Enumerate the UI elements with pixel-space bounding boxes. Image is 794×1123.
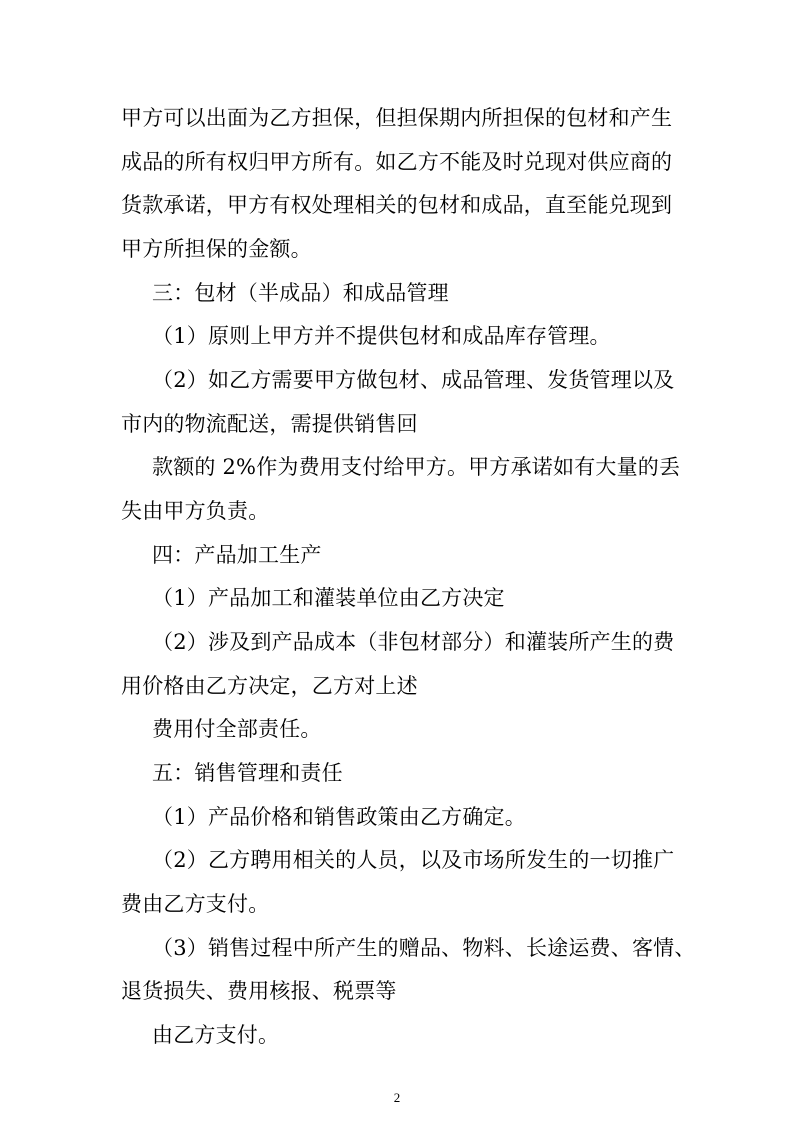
section-heading-3: 三：包材（半成品）和成品管理 xyxy=(152,281,449,305)
paragraph-line: 费由乙方支付。 xyxy=(121,892,270,916)
paragraph-line: 货款承诺，甲方有权处理相关的包材和成品，直至能兑现到 xyxy=(121,193,673,217)
paragraph-line: 款额的 2%作为费用支付给甲方。甲方承诺如有大量的丢 xyxy=(152,455,681,479)
section-heading-4: 四：产品加工生产 xyxy=(152,543,322,567)
paragraph-line: （2）乙方聘用相关的人员，以及市场所发生的一切推广 xyxy=(152,848,675,872)
paragraph-line: 成品的所有权归甲方所有。如乙方不能及时兑现对供应商的 xyxy=(121,150,673,174)
paragraph-line: （1）原则上甲方并不提供包材和成品库存管理。 xyxy=(152,324,611,348)
paragraph-line: 由乙方支付。 xyxy=(152,1023,280,1047)
paragraph-line: （1）产品价格和销售政策由乙方确定。 xyxy=(152,805,526,829)
paragraph-line: （1）产品加工和灌装单位由乙方决定 xyxy=(152,586,505,610)
section-heading-5: 五：销售管理和责任 xyxy=(152,761,343,785)
paragraph-line: 费用付全部责任。 xyxy=(152,717,322,741)
paragraph-line: 甲方所担保的金额。 xyxy=(121,237,312,261)
paragraph-line: 甲方可以出面为乙方担保，但担保期内所担保的包材和产生 xyxy=(121,106,673,130)
paragraph-line: 失由甲方负责。 xyxy=(121,499,270,523)
paragraph-line: 用价格由乙方决定，乙方对上述 xyxy=(121,674,418,698)
paragraph-line: （2）涉及到产品成本（非包材部分）和灌装所产生的费 xyxy=(152,630,675,654)
page-number: 2 xyxy=(393,1090,401,1105)
paragraph-line: （3）销售过程中所产生的赠品、物料、长途运费、客情、 xyxy=(152,936,696,960)
paragraph-line: （2）如乙方需要甲方做包材、成品管理、发货管理以及 xyxy=(152,368,675,392)
paragraph-line: 退货损失、费用核报、税票等 xyxy=(121,979,397,1003)
paragraph-line: 市内的物流配送，需提供销售回 xyxy=(121,412,418,436)
